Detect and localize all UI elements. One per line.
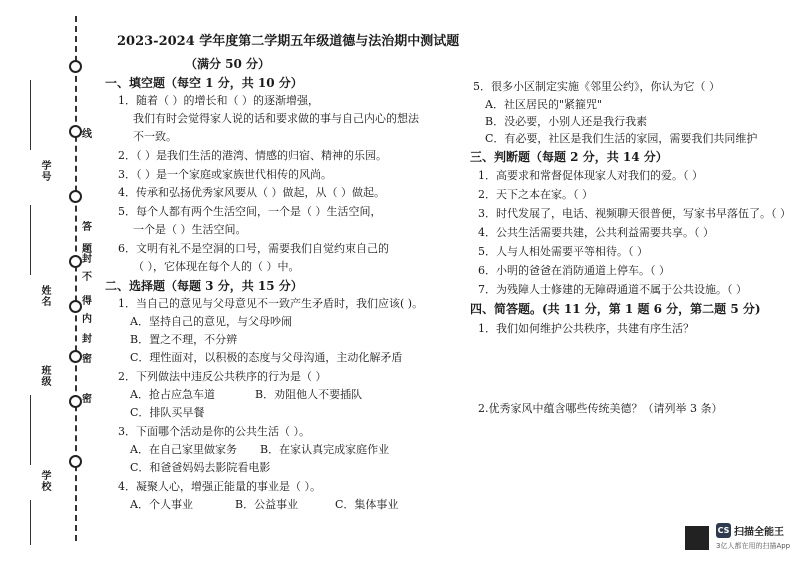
choice-q1-option-a: A．坚持自己的意见，与父母吵闹 [130,315,292,328]
choice-q3-option-a: A．在自己家里做家务 [130,443,237,456]
name-label: 姓名 [39,285,50,307]
fill-q1-line1: 1．随着（ ）的增长和（ ）的逐渐增强， [118,94,319,107]
choice-q5-option-b: B．没必要，小别人还是我行我素 [485,115,648,128]
binding-hole [69,455,82,468]
full-score: （满分 50 分） [185,57,271,71]
binding-hole [69,255,82,268]
choice-q5: 5．很多小区制定实施《邻里公约》，你认为它（ ） [473,80,720,93]
fill-q4: 4．传承和弘扬优秀家风要从（ ）做起，从（ ）做起。 [118,186,385,199]
choice-q4-option-c: C．集体事业 [335,498,399,511]
seal-char: 线 [82,129,92,140]
exam-title: 2023-2024 学年度第二学期五年级道德与法治期中测试题 [117,34,460,49]
judge-q5: 5．人与人相处需要平等相待。（ ） [478,245,648,258]
choice-q5-option-a: A．社区居民的"紧箍咒" [485,98,603,111]
seal-char: 得 [82,296,92,307]
school-line [30,500,32,545]
section-fill-blank-heading: 一、填空题（每空 1 分，共 10 分） [105,76,303,90]
choice-q1-option-b: B．置之不理，不分辨 [130,333,238,346]
seal-char: 封 [82,254,92,265]
choice-q3-option-c: C．和爸爸妈妈去影院看电影 [130,461,271,474]
class-label: 班级 [39,365,50,387]
binding-hole [69,60,82,73]
qr-code-icon [682,523,712,553]
section-choice-heading: 二、选择题（每题 3 分，共 15 分） [105,279,303,293]
fill-q5-line1: 5．每个人都有两个生活空间，一个是（ ）生活空间， [118,205,382,218]
student-id-line [30,80,32,150]
seal-char: 题 [82,244,92,255]
judge-q3: 3．时代发展了，电话、视频聊天很普便，写家书早落伍了。（ ） [478,207,791,220]
fill-q6-line1: 6．文明有礼不是空洞的口号，需要我们自觉约束自己的 [118,242,389,255]
fill-q6-line2: （ ），它体现在每个人的（ ）中。 [133,260,300,273]
scanner-brand: 扫描全能王 [734,527,784,538]
seal-char: 密 [82,354,92,365]
judge-q2: 2．天下之本在家。（ ） [478,188,593,201]
binding-hole [69,395,82,408]
fill-q1-line2: 我们有时会觉得家人说的话和要求做的事与自己内心的想法 [133,112,419,125]
judge-q1: 1．高要求和常督促体现家人对我们的爱。（ ） [478,169,703,182]
scanner-tagline: 3亿人都在用的扫描App [716,542,791,550]
fill-q5-line2: 一个是（ ）生活空间。 [133,223,247,236]
binding-hole [69,300,82,313]
section-judge-heading: 三、判断题（每题 2 分，共 14 分） [470,150,668,164]
choice-q3-option-b: B．在家认真完成家庭作业 [260,443,390,456]
choice-q2: 2．下列做法中违反公共秩序的行为是（ ） [118,370,327,383]
choice-q4-option-b: B．公益事业 [235,498,299,511]
seal-char: 不 [82,272,92,283]
seal-char: 封 [82,334,92,345]
judge-q6: 6．小明的爸爸在消防通道上停车。（ ） [478,264,670,277]
choice-q2-option-b: B．劝阻他人不要插队 [255,388,363,401]
binding-hole [69,190,82,203]
choice-q3: 3．下面哪个活动是你的公共生活（ ）。 [118,425,310,438]
binding-hole [69,125,82,138]
short-q1: 1．我们如何维护公共秩序，共建有序生活？ [478,322,694,335]
judge-q4: 4．公共生活需要共建，公共利益需要共享。（ ） [478,226,714,239]
choice-q1-option-c: C．理性面对，以积极的态度与父母沟通，主动化解矛盾 [130,351,403,364]
scanner-watermark [682,523,792,559]
fill-q1-line3: 不一致。 [133,130,177,143]
student-id-label: 学号 [39,160,50,182]
choice-q1: 1．当自己的意见与父母意见不一致产生矛盾时，我们应该( )。 [118,297,424,310]
name-line [30,205,32,275]
choice-q5-option-c: C．有必要，社区是我们生活的家园，需要我们共同维护 [485,132,758,145]
seal-char: 密 [82,394,92,405]
judge-q7: 7．为残障人士修建的无障碍通道不属于公共设施。（ ） [478,283,747,296]
choice-q2-option-c: C．排队买早餐 [130,406,205,419]
camscanner-logo-icon: CS [716,523,731,538]
seal-char: 答 [82,222,92,233]
fill-q2: 2．（ ）是我们生活的港湾、情感的归宿、精神的乐园。 [118,149,387,162]
seal-char: 内 [82,314,92,325]
binding-hole [69,350,82,363]
choice-q4-option-a: A．个人事业 [130,498,193,511]
binding-margin [0,0,100,561]
choice-q4: 4．凝聚人心，增强正能量的事业是（ ）。 [118,480,321,493]
fill-q3: 3．（ ）是一个家庭或家族世代相传的风尚。 [118,168,332,181]
school-label: 学校 [39,470,50,492]
section-short-answer-heading: 四、简答题。(共 11 分，第 1 题 6 分，第二题 5 分) [470,302,761,316]
choice-q2-option-a: A．抢占应急车道 [130,388,215,401]
class-line [30,395,32,465]
short-q2: 2.优秀家风中蕴含哪些传统美德？（请列举 3 条） [478,402,723,415]
